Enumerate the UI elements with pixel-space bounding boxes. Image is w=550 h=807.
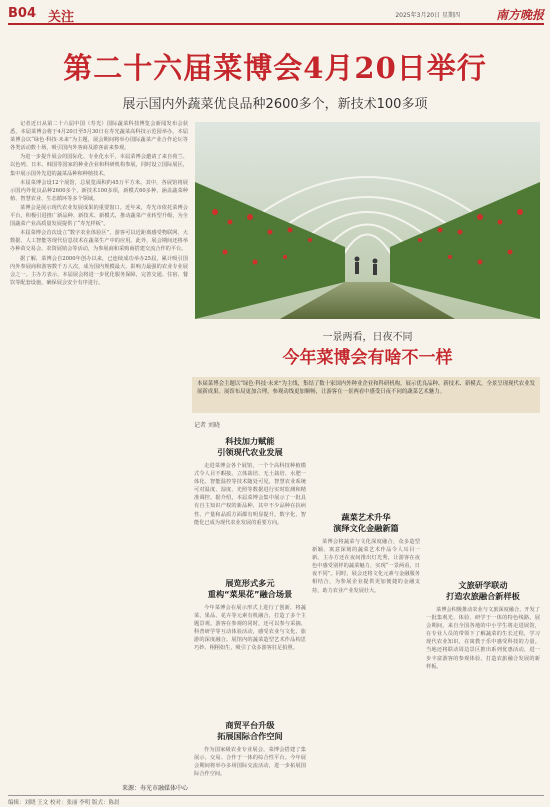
article-paragraph: 据了解，菜博会自2000年创办以来，已连续成功举办25届，累计吸引国内外参展商和游客数千万人次，成为国内规模最大、影响力最强的农业专业展会之一。主办方表示，本届展会将进一步优化服务保障，完善交通、住宿、餐饮等配套设施，确保展会安全有序进行。	[10, 255, 188, 286]
feature-lead: 本届菜博会主题以“绿色·科技·未来”为主线，集结了数十家国内外种业企业和科研机构，展示优良品种、新技术、新模式，全景呈现现代农业发展新成果。展馆布局更加合理，参观动线更加顺畅，让游客在一景两看中感受日夜不同的蔬菜艺术魅力。	[192, 377, 540, 413]
issue-date: 2025年3月20日 星期四	[395, 12, 460, 19]
page-footer: 编辑：刘晓 王文 校对：张丽 李明 版式：陈晨	[8, 795, 544, 806]
byline: 记者 刘晓	[194, 422, 220, 429]
section-title: 科技加力赋能 引领现代农业发展	[217, 436, 283, 457]
section-title: 文旅研学联动 打造农旅融合新样板	[446, 580, 520, 601]
section-paragraph: 走进菜博会各个展馆，一个个高科技种植模式令人目不暇接。立体栽培、无土栽培、水肥一体化、智能温控等技术随处可见，智慧农业系统可对温度、湿度、光照等数据进行实时监测和精准调控。据介绍，本届菜博会集中展示了一批具有自主知识产权的新品种，其中不少品种在抗病性、产量和品质方面都有明显提升。数字化、智能化已成为现代农业发展的重要方向。	[194, 463, 306, 526]
section-body	[194, 462, 306, 574]
section-title: 商贸平台升级 拓展国际合作空间	[217, 720, 283, 741]
article-paragraph: 本届菜博会设12个展馆，总展览面积约45万平方米。其中，各展馆将展示国内外优良品种2600多个，新技术100多项，新模式60多种，涵盖蔬菜种植、智慧农业、生态循环等多个领域。	[10, 179, 188, 202]
article-paragraph: 记者近日从第二十六届中国（寿光）国际蔬菜科技博览会新闻发布会获悉，本届菜博会将于4月20日至5月30日在寿光蔬菜高科技示范园举办。本届菜博会以“绿色·科技·未来”为主题，展会期间将举办国际蔬菜产业合作论坛等各类活动数十场，吸引国内外客商及游客前来参观。	[10, 121, 188, 152]
section-title: 展览形式多元 重构“菜果花”融合场景	[207, 578, 293, 599]
section-name: 关注	[48, 10, 75, 25]
page-number: B04	[8, 6, 36, 21]
masthead	[8, 5, 544, 25]
feature-kicker: 一景两看，日夜不同	[322, 332, 413, 343]
article-paragraph: 本届菜博会首次设立“数字农业体验区”，游客可以近距离感受物联网、大数据、人工智能等现代信息技术在蔬菜生产中的应用。此外，展会期间还将举办种苗交易会、农资展销会等活动，为参展商和采购商搭建交流合作的平台。	[10, 230, 188, 253]
section-body	[312, 538, 420, 788]
section-paragraph: 菜博会积极推动农业与文旅深度融合，开发了一批集观光、体验、研学于一体的特色线路。展会期间，来自全国各地的中小学生将走进展馆，在专业人员的带领下了解蔬菜的生长过程，学习现代农业知识，在寓教于乐中感受科技的力量。当地还将联动周边景区推出系列优惠活动，进一步丰富游客的参观体验，打造农旅融合发展的新样板。	[426, 607, 540, 670]
section-body	[194, 746, 306, 788]
article-source: 来源：寿光市融媒体中心	[121, 785, 188, 792]
section-paragraph: 菜博会将蔬菜与文化深度融合，众多造型新颖、寓意深刻的蔬菜艺术作品令人耳目一新。主办方还在夜间推出灯光秀，让游客在夜色中感受别样的蔬菜魅力，实现“一景两看，日夜不同”。同时，展会还将文化元素与金融服务相结合，为参展企业提供更加便捷的金融支持，助力农业产业发展壮大。	[312, 539, 420, 594]
section-body	[426, 606, 540, 788]
section-paragraph: 今年菜博会在展示形式上进行了创新，将蔬菜、果品、花卉等元素有机融合，打造了多个主题景观。游客在参观的同时，还可以参与采摘、科普研学等互动体验活动，感受农业与文化、旅游的深度融合。展馆内的蔬菜造型艺术作品构思巧妙、栩栩如生，吸引了众多游客驻足拍照。	[194, 605, 306, 652]
feature-title: 今年菜博会有啥不一样	[282, 348, 453, 368]
section-title: 蔬菜艺术升华 演绎文化金融新篇	[333, 512, 399, 533]
article-paragraph: 菜博会是展示现代农业发展成果的重要窗口。近年来，寿光市依托菜博会平台，积极引进推广新品种、新技术、新模式，推动蔬菜产业转型升级，为全国蔬菜产业高质量发展提供了“寿光样板”。	[10, 204, 188, 228]
page-headline: 第二十六届菜博会4月20日举行	[63, 51, 487, 85]
section-paragraph: 作为国家级农业专业展会，菜博会搭建了集展示、交易、合作于一体的综合性平台。今年展会期间将举办多场国际交流活动，进一步拓展国际合作空间。	[194, 747, 306, 778]
greenhouse-photo	[195, 122, 540, 319]
page-subheadline: 展示国内外蔬菜优良品种2600多个，新技术100多项	[122, 97, 428, 112]
article-paragraph: 为进一步提升展会的国际化、专业化水平，本届菜博会邀请了来自荷兰、以色列、日本、韩国等国家的种业企业和科研机构参展，同时设立国际展区，集中展示国外先进的蔬菜品种和种植技术。	[10, 154, 188, 177]
left-article-column	[10, 120, 188, 782]
section-body	[194, 604, 306, 716]
newspaper-logo: 南方晚报	[495, 8, 544, 22]
